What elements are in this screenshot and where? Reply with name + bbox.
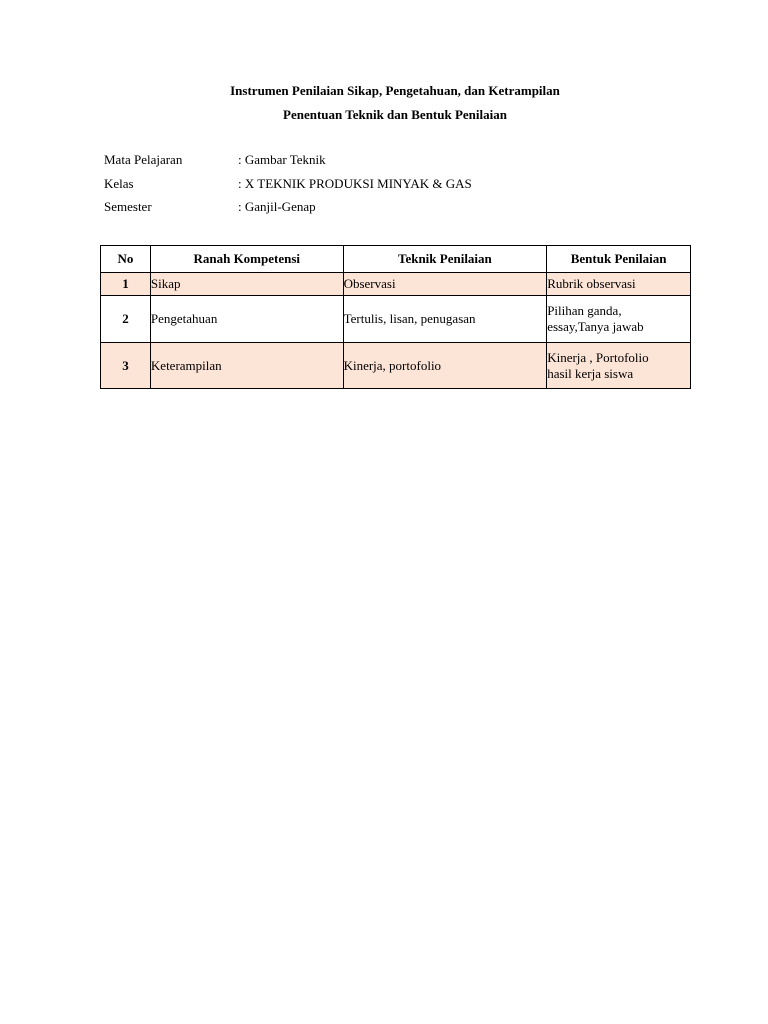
assessment-table [100, 245, 691, 389]
meta-label: Semester [104, 199, 152, 214]
cell-teknik: Tertulis, lisan, penugasan [343, 296, 547, 343]
meta-value: : Ganjil-Genap [238, 199, 316, 214]
cell-ranah: Sikap [150, 273, 343, 296]
cell-bentuk [547, 343, 691, 389]
table-row [101, 343, 691, 389]
cell-ranah: Keterampilan [150, 343, 343, 389]
table-row [101, 296, 691, 343]
document-title: Instrumen Penilaian Sikap, Pengetahuan, dan Ketrampilan [230, 83, 560, 98]
cell-bentuk [547, 273, 691, 296]
document-subtitle: Penentuan Teknik dan Bentuk Penilaian [283, 107, 507, 122]
cell-teknik: Kinerja, portofolio [343, 343, 547, 389]
cell-no: 1 [101, 273, 151, 296]
cell-bentuk-line: hasil kerja siswa [547, 365, 634, 381]
meta-label: Kelas [104, 176, 134, 191]
header-ranah-kompetensi: Ranah Kompetensi [150, 246, 343, 273]
cell-ranah: Pengetahuan [150, 296, 343, 343]
cell-bentuk-line: Rubrik observasi [547, 276, 636, 291]
meta-label: Mata Pelajaran [104, 152, 183, 167]
cell-bentuk-line: Kinerja , Portofolio [547, 349, 649, 365]
header-no: No [101, 246, 151, 273]
cell-bentuk-line: essay,Tanya jawab [547, 319, 644, 334]
cell-bentuk [547, 296, 691, 343]
table-row [101, 273, 691, 296]
cell-teknik: Observasi [343, 273, 547, 296]
meta-value: : Gambar Teknik [238, 152, 326, 167]
meta-value: : X TEKNIK PRODUKSI MINYAK & GAS [238, 176, 472, 191]
header-teknik-penilaian: Teknik Penilaian [343, 246, 547, 273]
table-header-row [101, 246, 691, 273]
cell-bentuk-line: Pilihan ganda, [547, 303, 622, 318]
cell-no: 3 [101, 343, 151, 389]
cell-no: 2 [101, 296, 151, 343]
header-bentuk-penilaian: Bentuk Penilaian [547, 246, 691, 273]
